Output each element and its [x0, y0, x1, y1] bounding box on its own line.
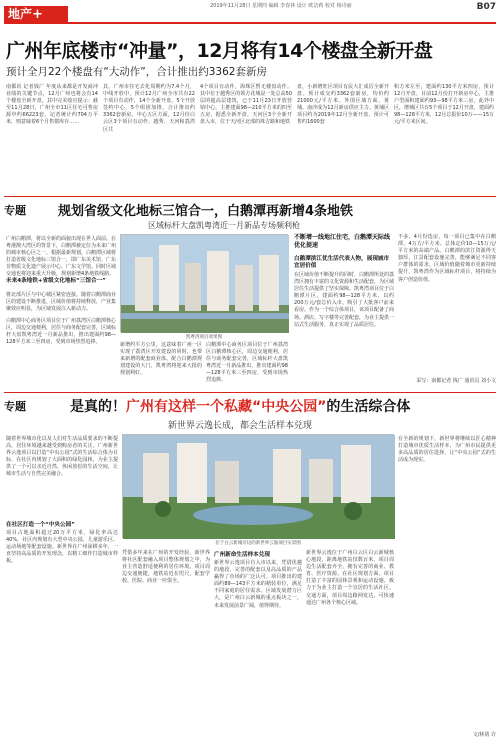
article2-title: 规划省级文化地标三馆合一，白鹅潭再新增4条地铁: [58, 204, 354, 219]
article1-col2: 其，广州市住宅去化周期约为7.4个月，中线开放中，预计12月广州全市共有22个项目有动作，14个全新开盘，5个开放签约中心，5个组团加推，合计推出约3362套新房。中心五区方面，12月份白云区3个项目有动作，越秀、天河和荔湾区共: [103, 84, 195, 133]
headline: 广州年底楼市“冲量”，12月将有14个楼盘全新开盘: [6, 40, 433, 62]
article3-title-post: 的生活综合体: [326, 399, 411, 415]
article2-body-a: 广州白鹅潭，将以全新的面貌出现在世人面前。在粤港澳大湾区的背景下，白鹅潭被定位为未来广州的城市核心区之一。根据最新规划，白鹅潭区域将打造省级文化地标三馆合一，即广东美术馆、广东非物质文化遗产展示中心、广东文学馆。同时区域交通也将迎来重大升级，规划新增4条地铁线路。: [6, 236, 117, 278]
divider-2: [4, 392, 496, 393]
section-tab: [4, 6, 68, 22]
page-header: [0, 0, 500, 22]
article2-body-c: 新增约平方公里，这意味着广州一区实现了荔湾区开发建设的同时，也带来新增的配套商业体。配合白鹅潭规划建设的大门，凯粤湾将迎来大批的规划利好。: [120, 342, 202, 377]
article2-side-title: 不断增一线地江住宅，白鹅潭天际线优化提速: [294, 234, 391, 249]
section-name: 地产: [8, 7, 33, 21]
article2-body-f: 不多，4月份选房，每一项目已集中在白鹅潭，4万方/平方米。总体定价10—15万元/平方米的高端产品。白鹅潭的滨江资源得天独厚，江景配套设施完善，能够满足不同客户群体的需求。区域价值随着城市更新持续提升，凯粤湾作为区域标杆项目，将持续为客户创造价值。: [398, 234, 496, 283]
article2-subtitle: 区域标杆大盘凯粤湾近一月新品专场频利枪: [148, 221, 300, 230]
article3-title-highlight: 广州有这样一个私藏“中央公园”: [126, 399, 327, 415]
article3-subtitle: 新世界云逸长成，都会生活样本兑现: [168, 421, 313, 431]
article2-credit: 采写：南都记者 钱广 通讯员 刘小文: [416, 378, 496, 384]
article3-body-a: 随着世界城市化以及人们对生活品质要求的不断提高，居住环境越来越受到购房者的关注。广州新世界云逸项目以打造“中央公园”式的生活综合体为目标，在社区内规划了大面积的绿化园林，为业主提供了一个可以亲近自然、休闲放松的生活空间，让城市生活与自然完美融合。: [6, 436, 118, 478]
article2-section-b: 白鹅潭滨江优生活代表人物，展现城市宜居价值: [294, 256, 390, 269]
article3-body-f: 在全新的规划下，新世界将继续以匠心精神打造城市优质生活样本，为广州市民提供更多高品质的居住选择，让“中央公园”式的生活成为现实。: [398, 436, 496, 464]
article3-credit: 文/林倩 许: [472, 732, 496, 738]
article3-section-a: 在社区打造一个“中央公园”: [6, 522, 75, 528]
community-photo: [122, 434, 394, 538]
article3-section-b: 广州新命生活样本兑现: [214, 552, 270, 558]
article2-body-d: 白鹅潭中心商务区项目位于广州荔湾区白鹅潭核心区，周边交通便利，居住与商务配套完善，区域标杆大盘凯粤湾近一月新品推出，推出建面约98—128平方米三至四房，受到市场热烈追捧。: [206, 342, 288, 384]
community-illustration: [123, 435, 395, 539]
article1-col5: 积方米左至，建面约130平方米四房，预计12月开盘。目前12月份打开新房中心，主推户型面积建面约93—98平方米三房，此外中区，增城区共有5个项目于12月开盘，建面约98—128平方米，12月总报价10万——15万元/平方米区间。: [394, 84, 494, 126]
article2-body-e: 在区域价值不断提升的同时，白鹅潭所处的荔湾区拥有丰富的文化资源和生活配套，为区域居住生活提供了坚实保障。凯粤湾项目位于白鹅潭片区，建面约98—128平方米，以约200万元/套总价入市，吸引了大批客户前来看房。作为一个综合体项目，该项目配备了商场、酒店、写字楼等完善配套，为业主提供一站式生活服务，真正实现了品质居住。: [294, 272, 395, 328]
article3-body-d: 新世界云逸项目自入市以来，凭借优越的地段、完善的配套以及高品质的产品赢得了市场的广泛认可。项目推出的建面约89—143平方米的精装单位，满足不同家庭的居住需求。区域发展潜力巨大，是广州白云新城的重点板块之一，未来发展前景广阔，值得期待。: [214, 560, 302, 609]
article1-col3: 4个项目有动作，海珠区暂无楼盘动作。其中位于越秀区的领方花城是一处总高50层的超高层建筑，已于11月23日开放营销中心。主推建面98—210平方米的四至五房，据悉全新开盘。天河区3个全新开盘入市，位于天河区北部的珠吉路和地铁: [200, 84, 292, 126]
divider-1: [4, 196, 496, 197]
article2-body-b: 将北部片区与中心城区紧密连接。随着白鹅潭商业区的建设不断推进，区域价值将持续释放，产业集聚效应明显，为区域发展注入新动力。: [6, 292, 117, 313]
building-illustration: [121, 235, 289, 333]
article2-section-a: 未来4条地铁+省级文化地标“三馆合一”: [6, 278, 106, 284]
photo-caption-2: 位于白云新城旁边的新世界云逸项目实景图: [215, 541, 301, 546]
subheadline: 预计全月22个楼盘有“大动作”，合计推出约3362套新房: [6, 66, 267, 78]
project-photo: [120, 234, 288, 332]
header-info: 2019年11月28日 星期四 编辑 李春林 设计 欧洁莉 校对 杨诗丽: [210, 3, 352, 9]
article3-body-b: 项目占地面积超过20万平方米，绿化率高达40%，社区内规划有大型中央公园、儿童游乐区、运动场地等配套设施。新世界在广州深耕多年，一直坚持高品质的开发理念，以精工细作打造城市样板。: [6, 530, 118, 565]
article1-col1: 南都讯 记者钱广 年度从来都是开发商冲业绩的关键节点，12月广州也将会有14个楼盘全新开盘，其中完美收官提示：截至11月28日，广州全市11区住宅可售房源中约66223套，记者统计约704万平米，则意味着6个月售罄库存……: [6, 84, 98, 126]
article1-col4: 盘，小新增旺区项目有民大汇成厉全新开盘。预计成交约3362套新房，均价约21000元/平方米。外围区域方面，黄埔、南沙成为12月新房供应主力。黄埔区项目约为2019年12月全新开盘，预计可售约1600套: [297, 84, 389, 126]
header-rule: [4, 22, 496, 24]
article2-body-a2: 白鹅潭中心商务区项目位于广州荔湾区白鹅潭核心区，周边交通便利，居住与商务配套完善，区域标杆大盘凯粤湾近一月新品推出，推出建面约98—128平方米三至四房，受到市场热烈追捧。: [6, 318, 117, 346]
article3-body-c: 凭借多年来在广州的开发经验，新世界将社区配套融入项目整体规划之中，为业主营造舒适便利的居住环境。项目周边交通便捷，地铁站近在咫尺，配套学校、医院、商业一应俱全。: [122, 550, 210, 585]
article3-title-pre: 是真的！: [70, 399, 126, 415]
page-number: B07: [476, 2, 496, 12]
photo-caption-1: 凯粤湾项目效果图: [186, 335, 222, 340]
topic-label-2: 专题: [4, 204, 26, 217]
section-plus: +: [32, 7, 43, 22]
topic-label-3: 专题: [4, 400, 26, 413]
article3-body-e: 新世界云逸位于广州白云区白云新城核心地段，距离地铁站仅数百米，项目周边生活配套齐全，拥有完善的商业、教育、医疗资源。在社区规划方面，项目打造了丰富的园林景观和运动设施，致力于为业主打造一个宜居的生活社区。交通方面，项目周边路网发达，可快速通达广州各个核心区域。: [306, 550, 394, 606]
article3-title: [70, 396, 410, 416]
